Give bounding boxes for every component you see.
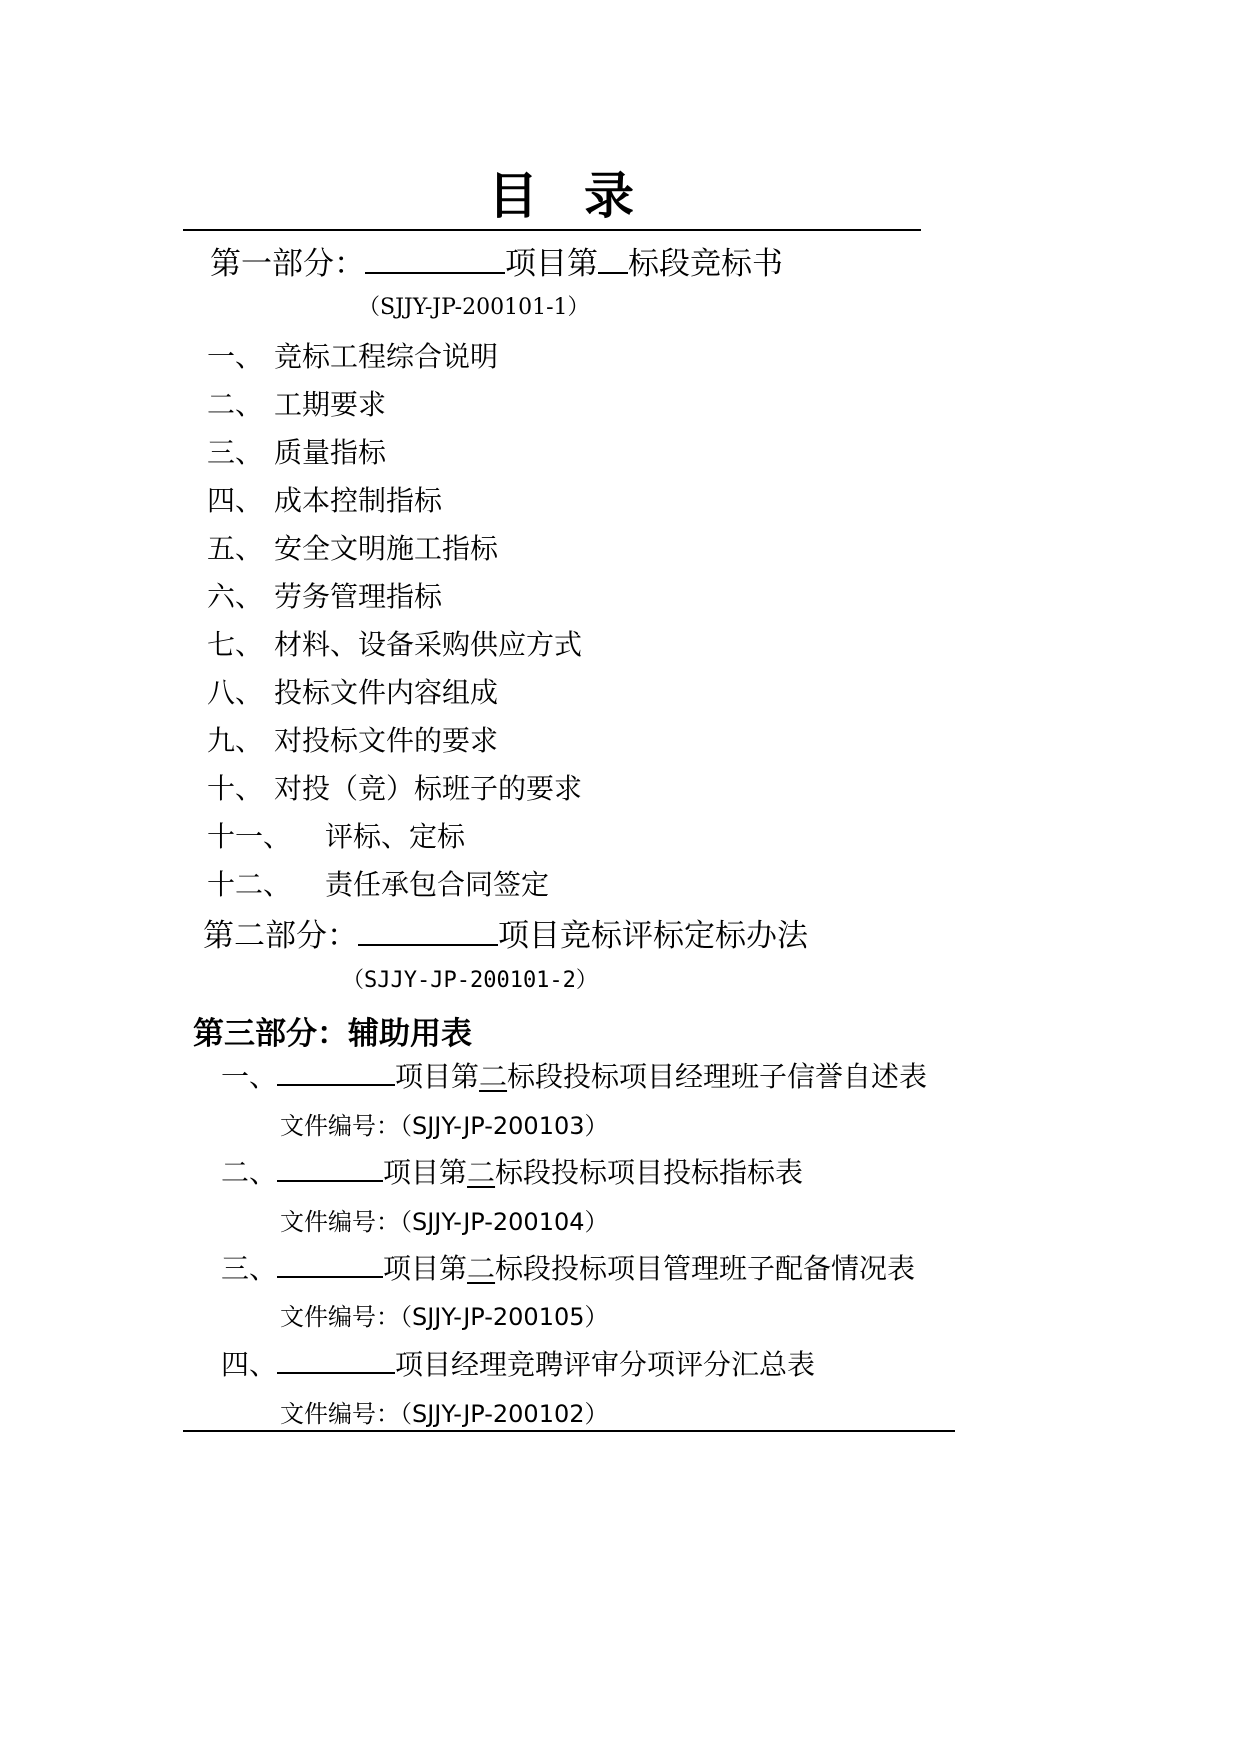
list-item: 四、 成本控制指标 [207, 484, 443, 517]
project-blank [277, 1154, 383, 1182]
list-item: 六、 劳务管理指标 [207, 580, 443, 613]
file-number: 文件编号：（SJJY-JP-200105） [280, 1303, 609, 1331]
part2-heading [203, 910, 808, 955]
list-item: 四、 项目经理竞聘评审分项评分汇总表 [221, 1348, 816, 1381]
list-item: 一、 竞标工程综合说明 [207, 340, 499, 373]
list-item: 七、 材料、设备采购供应方式 [207, 628, 583, 661]
project-blank [277, 1250, 383, 1278]
list-item: 二、 项目第二标段投标项目投标指标表 [221, 1156, 804, 1189]
part1-text-before: 项目第 [505, 246, 598, 282]
part1-text-after: 标段竞标书 [628, 246, 783, 282]
part3-heading: 第三部分：辅助用表 [193, 1016, 472, 1052]
list-item: 五、 安全文明施工指标 [207, 532, 499, 565]
part2-text: 项目竞标评标定标办法 [498, 918, 808, 954]
file-number: 文件编号：（SJJY-JP-200102） [280, 1400, 609, 1428]
file-number: 文件编号：（SJJY-JP-200103） [280, 1112, 609, 1140]
list-item: 十二、 责任承包合同签定 [207, 868, 550, 901]
part1-code: （SJJY-JP-200101-1） [358, 295, 590, 320]
list-item: 三、 项目第二标段投标项目管理班子配备情况表 [221, 1252, 916, 1285]
part1-heading [210, 238, 783, 283]
list-item: 一、 项目第二标段投标项目经理班子信誉自述表 [221, 1060, 928, 1093]
list-item: 九、 对投标文件的要求 [207, 724, 499, 757]
part2-label: 第二部分： [203, 918, 358, 954]
list-item: 八、 投标文件内容组成 [207, 676, 499, 709]
page-title-char-1: 目 [488, 167, 538, 225]
list-item: 二、 工期要求 [207, 388, 387, 421]
part2-project-blank [358, 918, 498, 946]
top-rule [183, 229, 921, 231]
file-number: 文件编号：（SJJY-JP-200104） [280, 1208, 609, 1236]
project-blank [277, 1058, 395, 1086]
list-item: 三、 质量指标 [207, 436, 387, 469]
bottom-rule [183, 1430, 955, 1432]
project-blank [277, 1346, 395, 1374]
part1-section-blank [598, 246, 628, 274]
page-title-char-2: 录 [584, 167, 634, 225]
part2-code: （SJJY-JP-200101-2） [342, 968, 598, 993]
list-item: 十一、 评标、定标 [207, 820, 466, 853]
part1-label: 第一部分： [210, 246, 365, 282]
part1-project-blank [365, 246, 505, 274]
list-item: 十、 对投（竞）标班子的要求 [207, 772, 583, 805]
